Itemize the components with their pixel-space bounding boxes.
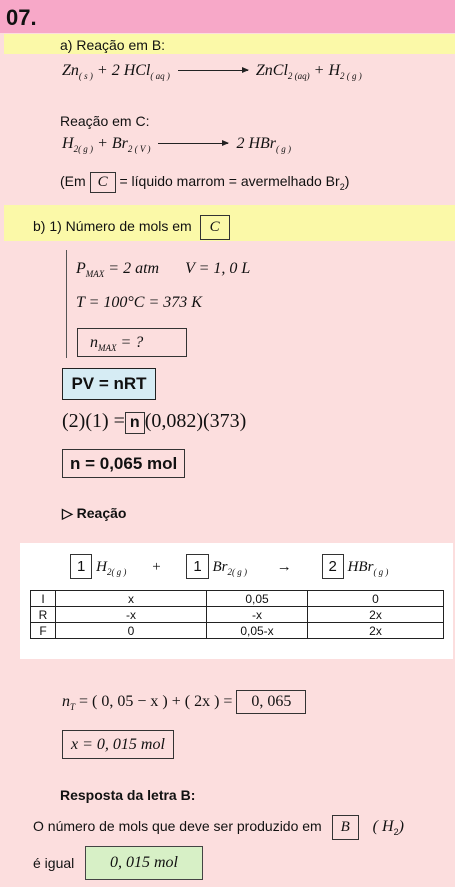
answer-title: Resposta da letra B: [60,787,196,803]
reacao-label: ▷ Reação [62,505,127,521]
coef-1: 1 [70,554,92,579]
equation-c: $H_{2( g )} + Br_{2 ( V )}$ 2 HBr$_{( g )}$ [62,135,292,154]
exercise-number: 07. [6,5,37,30]
answer-box: B [332,815,359,840]
table-row: F 0 0,05-x 2x [31,623,444,639]
answer-line: O número de mols que deve ser produzido em B ( $H_2$) [33,815,404,840]
reaction-header: 1 $H_{2( g )} + 1$ $Br_{2( g )} \to 2$ HBr$_{( g )}$ [70,554,440,579]
total-moles-line: $n_T$ = ( 0, 05 − x ) + ( 2x ) = 0, 065 [62,690,306,714]
note-line: (Em C = líquido marrom = avermelhado $Br_2$) [60,173,350,192]
title-box: C [200,215,230,240]
left-brace [66,250,73,358]
n-highlight-box: n [125,412,145,434]
final-answer-box: 0, 015 mol [85,846,203,880]
coef-3: 2 [322,554,344,579]
table-row: I x 0,05 0 [31,591,444,607]
temperature-line: T = 100°C = 373 K [76,294,202,311]
table-row: R -x -x 2x [31,607,444,623]
n-result-box: n = 0,065 mol [62,449,185,478]
equation-b: $Zn_{( s )} + 2$ HCl$_{( aq )}$ ZnCl$_{2 (aq)}$ + $H_{2 ( g )}$ [62,62,362,81]
reaction-arrow [178,70,248,71]
section-a-title: a) Reação em B: [60,37,166,53]
pressure-volume-line: $P_{MAX} = 2$ atm V = 1, 0 L [76,260,251,279]
header-bar [0,0,455,33]
section-b-title: b) 1) Número de mols em C [33,215,230,240]
calc-line: (2)(1) = n (0,082)(373) [62,410,247,432]
reaction-c-title: Reação em C: [60,113,150,129]
n-max-box: $n_{MAX}$ = ? [77,328,187,357]
total-result-box: 0, 065 [236,690,306,714]
note-box: C [90,172,116,193]
coef-2: 1 [186,554,208,579]
equal-label: é igual [33,855,75,871]
ice-table [30,590,444,639]
x-result-box: x = 0, 015 mol [62,730,174,759]
ideal-gas-law: PV = nRT [62,368,156,400]
reaction-arrow [158,143,228,144]
